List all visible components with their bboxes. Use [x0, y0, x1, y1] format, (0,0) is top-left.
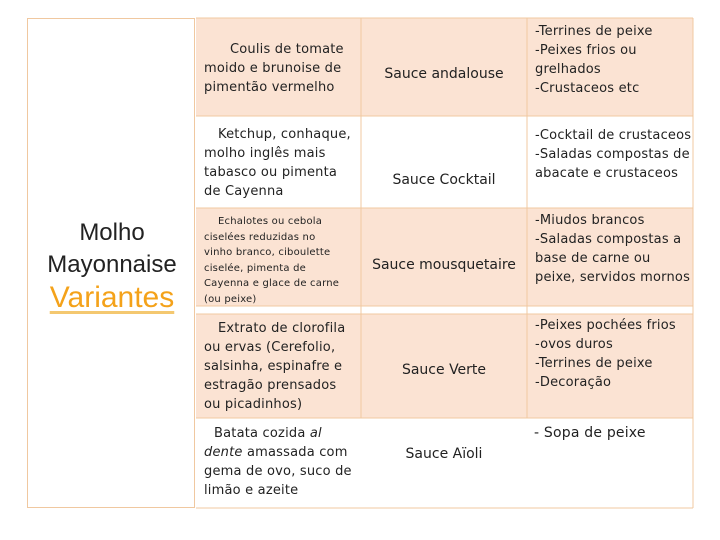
row-3-ingredients: [200, 214, 360, 307]
ingredient-line: Ketchup, conhaque,: [218, 127, 351, 142]
use-line: -Terrines de peixe: [535, 24, 653, 39]
use-line: -Terrines de peixe: [535, 356, 653, 371]
use-line: base de carne ou: [535, 251, 651, 266]
ingredient-italic: al: [309, 426, 322, 441]
sauce-name-cocktail: Sauce Cocktail: [392, 172, 496, 188]
use-line: -Peixes pochées frios: [535, 318, 676, 333]
use-line: peixe, servidos mornos: [535, 270, 691, 285]
row-1-uses: [527, 22, 693, 98]
ingredient-line: estragão prensados: [204, 378, 337, 393]
row-1-ingredients: [200, 40, 356, 97]
use-line: -Cocktail de crustaceos: [535, 128, 692, 143]
ingredient-line: Extrato de clorofila: [218, 321, 346, 336]
row-3-uses: [527, 211, 693, 287]
use-line: - Sopa de peixe: [534, 425, 646, 441]
ingredient-line: pimentão vermelho: [204, 80, 335, 95]
ingredient-line: salsinha, espinafre e: [204, 359, 343, 374]
row-4-ingredients: [200, 319, 360, 414]
use-line: grelhados: [535, 62, 601, 77]
use-line: -Saladas compostas de: [535, 147, 690, 162]
ingredient-line: tabasco ou pimenta: [204, 165, 338, 180]
sauce-name-andalouse: Sauce andalouse: [384, 66, 504, 82]
ingredient-line: gema de ovo, suco de: [204, 464, 352, 479]
ingredient-line: limão e azeite: [204, 483, 299, 498]
ingredient-line: Coulis de tomate: [230, 42, 344, 57]
ingredient-line: (ou peixe): [204, 293, 257, 305]
use-line: -ovos duros: [535, 337, 613, 352]
ingredient-line: moido e brunoise de: [204, 61, 342, 76]
ingredient-line: ou ervas (Cerefolio,: [204, 340, 336, 355]
use-line: -Peixes frios ou: [535, 43, 637, 58]
sauce-name-verte: Sauce Verte: [401, 362, 487, 378]
ingredient-line: [204, 443, 360, 462]
title-variantes: Variantes: [49, 281, 175, 314]
ingredient-line: Echalotes ou cebola: [218, 216, 323, 227]
row-4-uses: [527, 316, 693, 392]
ingredient-line: [204, 424, 360, 443]
use-line: abacate e crustaceos: [535, 166, 679, 181]
row-5-uses: [527, 424, 693, 443]
ingredient-text: amassada com: [246, 445, 348, 460]
row-2-uses: [527, 126, 693, 183]
ingredient-italic: dente: [204, 445, 243, 460]
title-mayonnaise: Mayonnaise: [47, 251, 177, 278]
ingredient-line: ciselées reduzidas no: [204, 231, 316, 243]
ingredient-text: Batata cozida: [214, 426, 306, 441]
ingredient-line: ou picadinhos): [204, 397, 303, 412]
use-line: -Crustaceos etc: [535, 81, 640, 96]
use-line: -Decoração: [535, 375, 612, 390]
row-5-ingredients: [200, 424, 360, 500]
use-line: -Miudos brancos: [535, 213, 645, 228]
ingredient-line: de Cayenna: [204, 184, 284, 199]
sauce-name-aioli: Sauce Aïoli: [405, 446, 483, 462]
ingredient-line: molho inglês mais: [204, 146, 326, 161]
use-line: -Saladas compostas a: [535, 232, 682, 247]
ingredient-line: vinho branco, ciboulette: [204, 247, 331, 258]
title-molho: Molho: [79, 219, 145, 246]
row-2-ingredients: [200, 125, 360, 201]
ingredient-line: ciselée, pimenta de: [204, 262, 306, 274]
sauce-name-mousquetaire: Sauce mousquetaire: [372, 257, 516, 273]
ingredient-line: Cayenna e glace de carne: [204, 278, 340, 289]
